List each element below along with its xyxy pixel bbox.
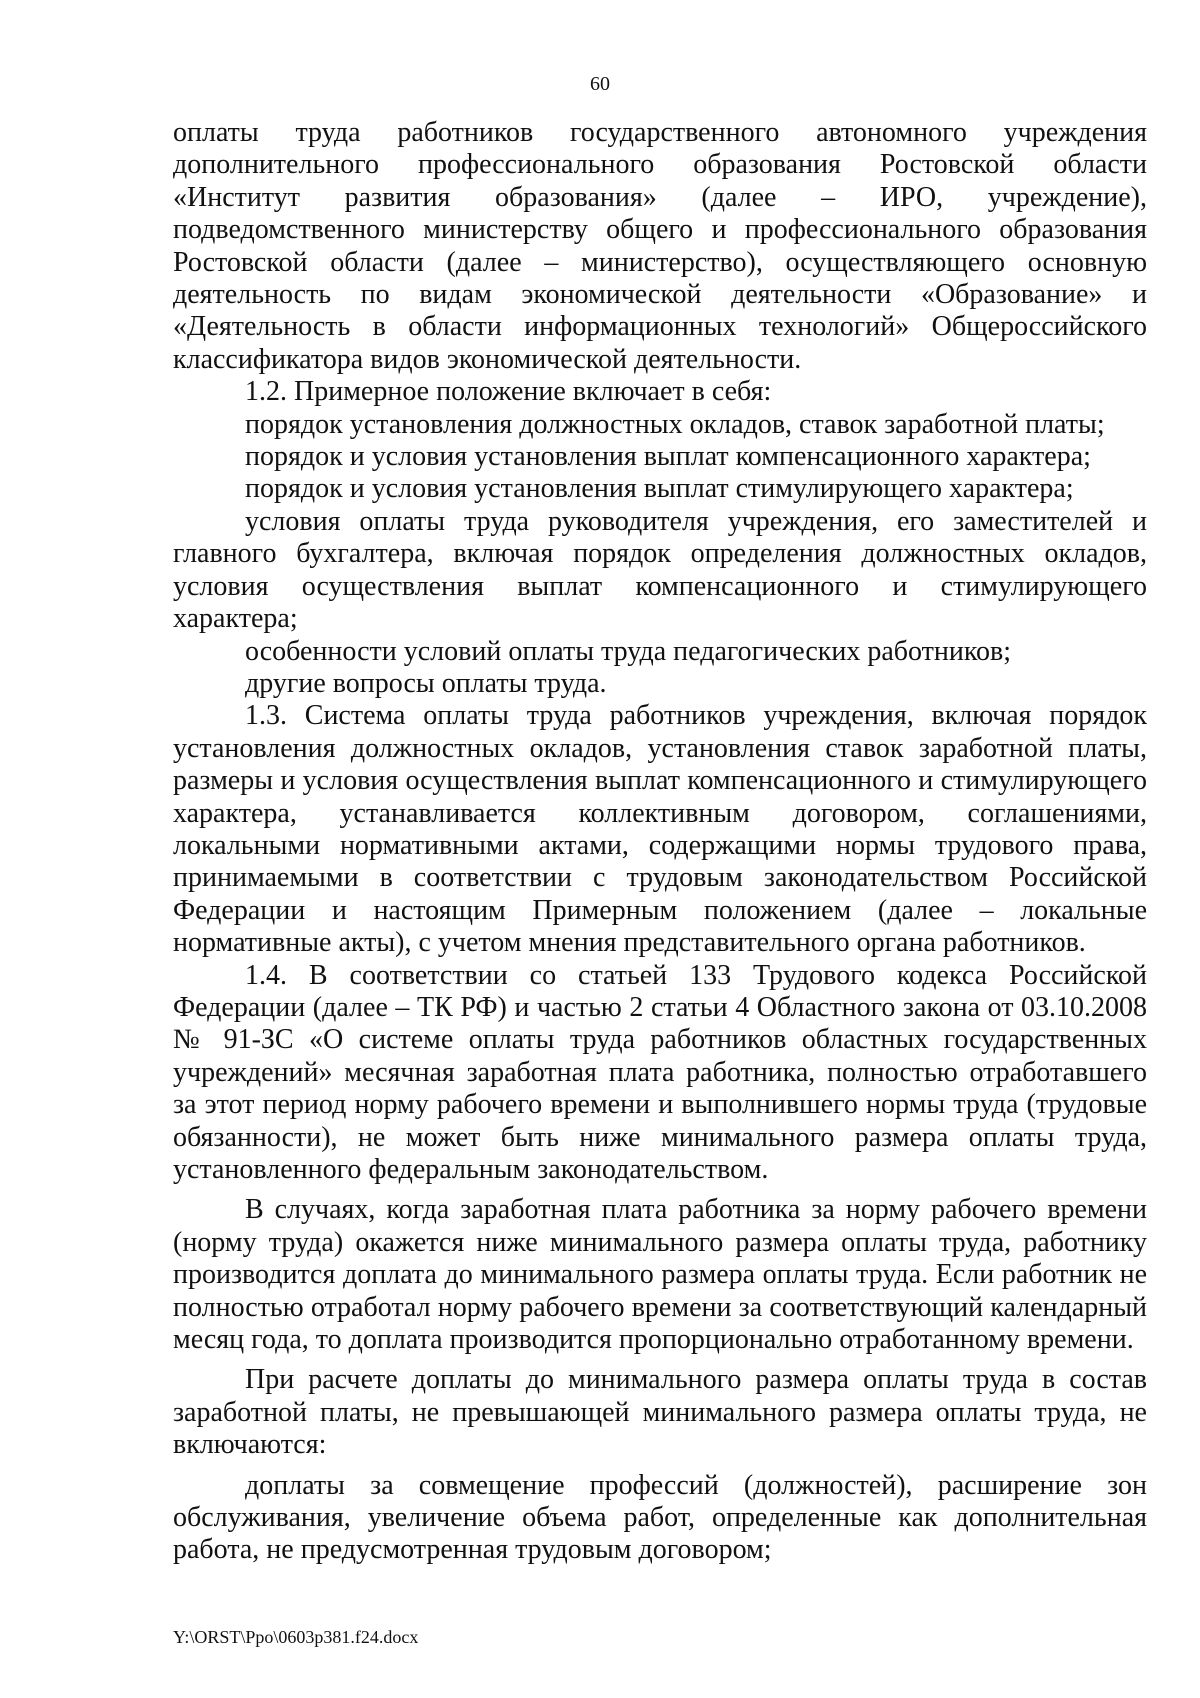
document-body: [173, 117, 1147, 1567]
paragraph-1-3: 1.3. Система оплаты труда работников учреждения, включая порядок установления должностных окладов, установления ставок заработной платы, размеры и условия осуществления выплат компенсационного и стимулирующего характера, устанавливается коллективным договором, соглашениями, локальными нормативными актами, содержащими нормы трудового права, принимаемыми в соответствии с трудовым законодательством Российской Федерации и настоящим Примерным положением (далее – локальные нормативные акты), с учетом мнения представительного органа работников.: [173, 700, 1147, 959]
footer-file-path: Y:\ORST\Ppo\0603p381.f24.docx: [173, 1627, 419, 1647]
page-number: 60: [590, 73, 610, 95]
paragraph-minimum-wage-cases: В случаях, когда заработная плата работника за норму рабочего времени (норму труда) окажется ниже минимального размера оплаты труда, работнику производится доплата до минимального размера оплаты труда. Если работник не полностью отработал норму рабочего времени за соответствующий календарный месяц года, то доплата производится пропорционально отработанному времени.: [173, 1194, 1147, 1356]
list-item-other-questions: другие вопросы оплаты труда.: [245, 667, 607, 699]
list-item-teacher-remuneration: особенности условий оплаты труда педагогических работников;: [245, 635, 1012, 667]
paragraph-1-2: 1.2. Примерное положение включает в себя:: [245, 376, 772, 408]
paragraph-excluded-payments-intro: При расчете доплаты до минимального размера оплаты труда в состав заработной платы, не превышающей минимального размера оплаты труда, не включаются:: [173, 1364, 1147, 1461]
list-item-salary-order: порядок установления должностных окладов, ставок заработной платы;: [245, 408, 1105, 440]
paragraph-1-1-continuation: оплаты труда работников государственного автономного учреждения дополнительного профессионального образования Ростовской области «Институт развития образования» (далее – ИРО, учреждение), подведомственного министерству общего и профессионального образования Ростовской области (далее – министерство), осуществляющего основную деятельность по видам экономической деятельности «Образование» и «Деятельность в области информационных технологий» Общероссийского классификатора видов экономической деятельности.: [173, 117, 1147, 375]
paragraph-1-4: 1.4. В соответствии со статьей 133 Трудового кодекса Российской Федерации (далее – ТК РФ) и частью 2 статьи 4 Областного закона от 03.10.2008 № 91-ЗС «О системе оплаты труда работников областных государственных учреждений» месячная заработная плата работника, полностью отработавшего за этот период норму рабочего времени и выполнившего нормы труда (трудовые обязанности), не может быть ниже минимального размера оплаты труда, установленного федеральным законодательством.: [173, 959, 1147, 1185]
list-item-compensation-payments: порядок и условия установления выплат компенсационного характера;: [245, 441, 1091, 473]
list-item-combined-duties: доплаты за совмещение профессий (должностей), расширение зон обслуживания, увеличение объема работ, определенные как дополнительная работа, не предусмотренная трудовым договором;: [173, 1469, 1147, 1566]
list-item-head-remuneration: условия оплаты труда руководителя учреждения, его заместителей и главного бухгалтера, включая порядок определения должностных окладов, условия осуществления выплат компенсационного и стимулирующего характера;: [173, 505, 1147, 635]
list-item-incentive-payments: порядок и условия установления выплат стимулирующего характера;: [245, 473, 1074, 505]
